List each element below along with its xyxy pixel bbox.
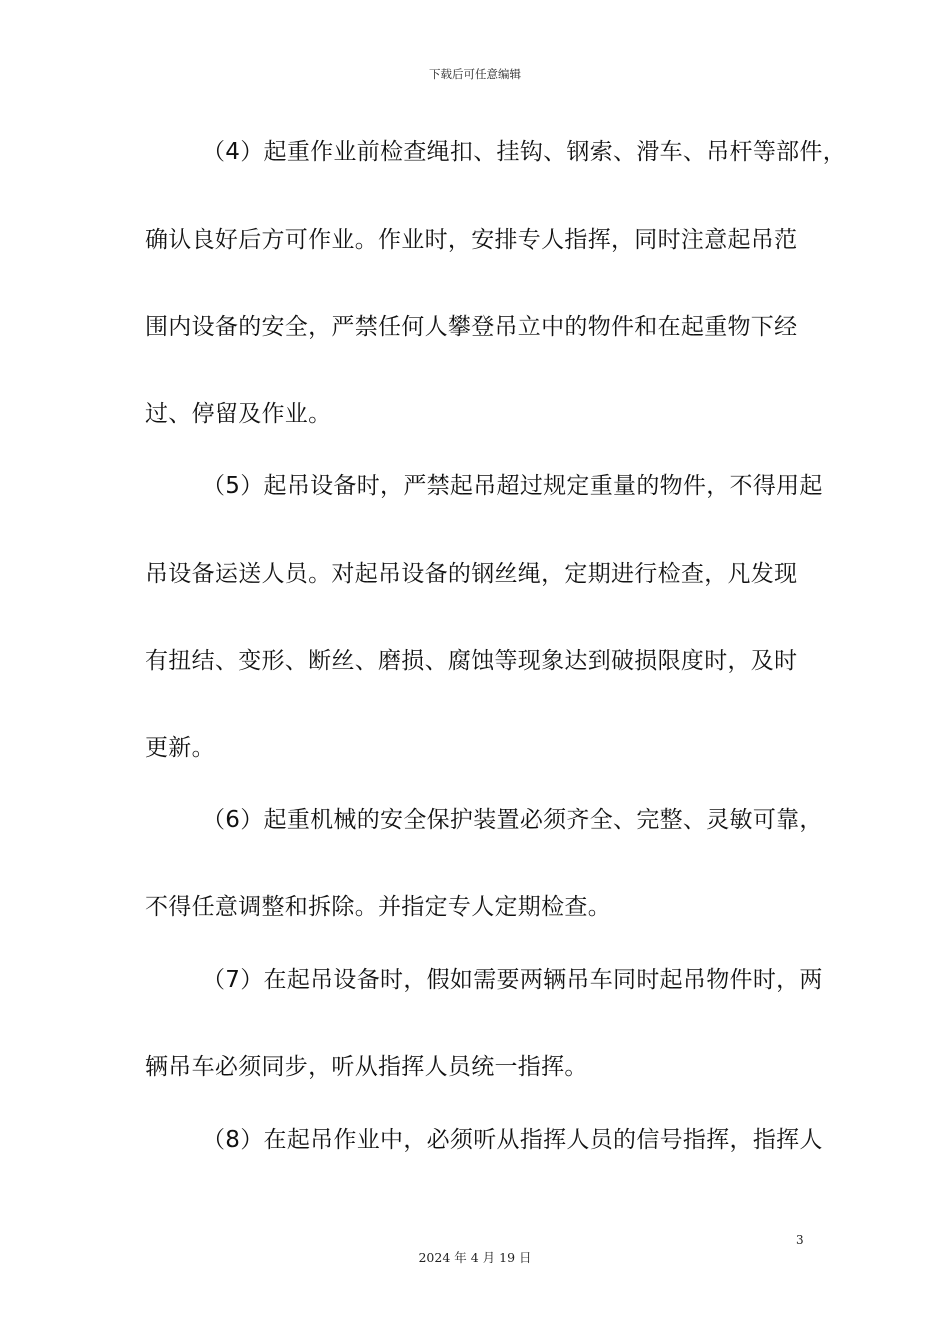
paragraph-8-line-1: （8）在起吊作业中，必须听从指挥人员的信号指挥，指挥人: [202, 1127, 823, 1153]
page-header: 下载后可任意编辑: [429, 67, 521, 81]
paragraph-4-line-3: 围内设备的安全，严禁任何人攀登吊立中的物件和在起重物下经: [145, 314, 798, 340]
paragraph-7-line-1: （7）在起吊设备时，假如需要两辆吊车同时起吊物件时，两: [202, 967, 823, 993]
paragraph-6-line-2: 不得任意调整和拆除。并指定专人定期检查。: [145, 894, 611, 920]
paragraph-5-line-4: 更新。: [145, 735, 215, 761]
paragraph-5-line-2: 吊设备运送人员。对起吊设备的钢丝绳，定期进行检查，凡发现: [145, 561, 798, 587]
page-number: 3: [796, 1233, 804, 1247]
paragraph-5-line-3: 有扭结、变形、断丝、磨损、腐蚀等现象达到破损限度时，及时: [145, 648, 798, 674]
paragraph-4-line-1: （4）起重作业前检查绳扣、挂钩、钢索、滑车、吊杆等部件，: [202, 139, 847, 165]
paragraph-6-line-1: （6）起重机械的安全保护装置必须齐全、完整、灵敏可靠，: [202, 807, 823, 833]
paragraph-5-line-1: （5）起吊设备时，严禁起吊超过规定重量的物件，不得用起: [202, 473, 823, 499]
paragraph-7-line-2: 辆吊车必须同步，听从指挥人员统一指挥。: [145, 1054, 588, 1080]
footer-date: 2024 年 4 月 19 日: [418, 1250, 532, 1265]
paragraph-4-line-4: 过、停留及作业。: [145, 401, 332, 427]
paragraph-4-line-2: 确认良好后方可作业。作业时，安排专人指挥，同时注意起吊范: [145, 227, 798, 253]
